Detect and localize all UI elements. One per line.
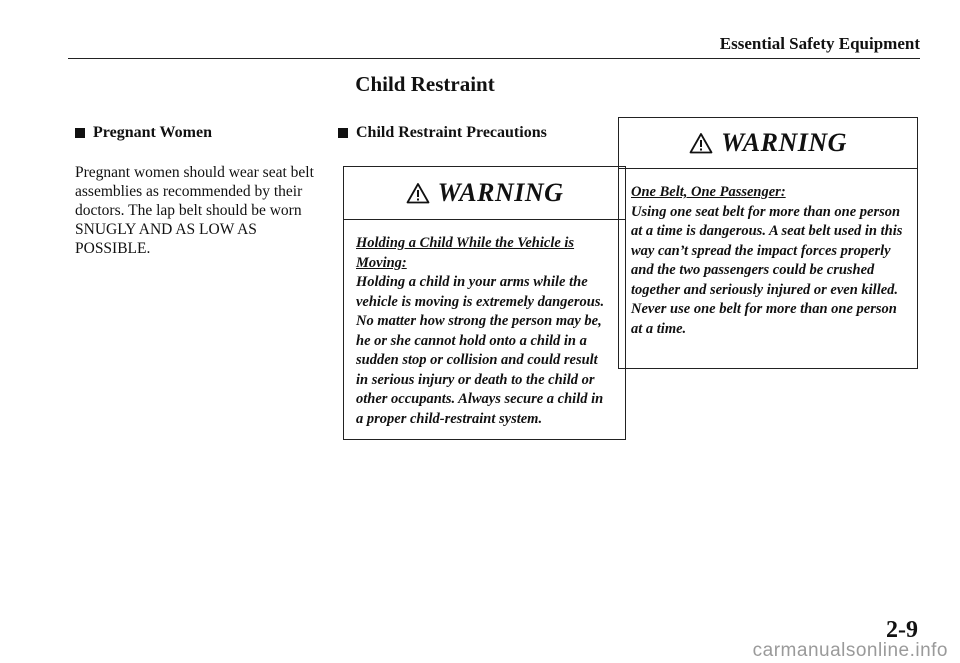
child-restraint-precautions-label: Child Restraint Precautions (356, 124, 547, 141)
pregnant-women-heading (75, 124, 212, 142)
warning-body (344, 220, 625, 439)
warning-triangle-icon (406, 182, 430, 204)
warning-header (619, 118, 917, 169)
warning-title: WARNING (721, 128, 847, 157)
warning-text: Holding a child in your arms while the vehicle is moving is extremely dangerous. No matter how strong the person may be, he or she cannot hold onto a child in a sudden stop or collision and could result in serious injury or death to the child or other occupants. Always secure a child in a proper child-restraint system. (356, 274, 605, 427)
warning-text: Using one seat belt for more than one person at a time is dangerous. A seat belt used in this way can’t spread the impact forces properly and the two passengers could be crushed together and seriously injured or even killed. Never use one belt for more than one person at a time. (631, 203, 903, 337)
page-header-title: Essential Safety Equipment (719, 34, 920, 53)
warning-subheading: Holding a Child While the Vehicle is Moving: (356, 235, 575, 271)
warning-header (344, 167, 625, 220)
warning-box-holding-child (343, 166, 626, 440)
pregnant-women-body: Pregnant women should wear seat belt assemblies as recommended by their doctors. The lap belt should be worn SNUGLY AND AS LOW AS POSSIBLE. (75, 164, 314, 257)
warning-title: WARNING (437, 178, 564, 207)
warning-subheading: One Belt, One Passenger: (631, 184, 786, 200)
bullet-square-icon (338, 128, 348, 138)
watermark: carmanualsonline.info (752, 640, 948, 661)
pregnant-women-heading-label: Pregnant Women (93, 124, 212, 141)
header-rule (68, 58, 920, 59)
warning-triangle-icon (689, 132, 713, 154)
bullet-square-icon (75, 128, 85, 138)
child-restraint-precautions-heading (338, 124, 547, 142)
section-title: Child Restraint (355, 72, 495, 96)
warning-body (619, 169, 917, 349)
warning-box-one-belt (618, 117, 918, 369)
page-number: 2-9 (886, 617, 918, 643)
